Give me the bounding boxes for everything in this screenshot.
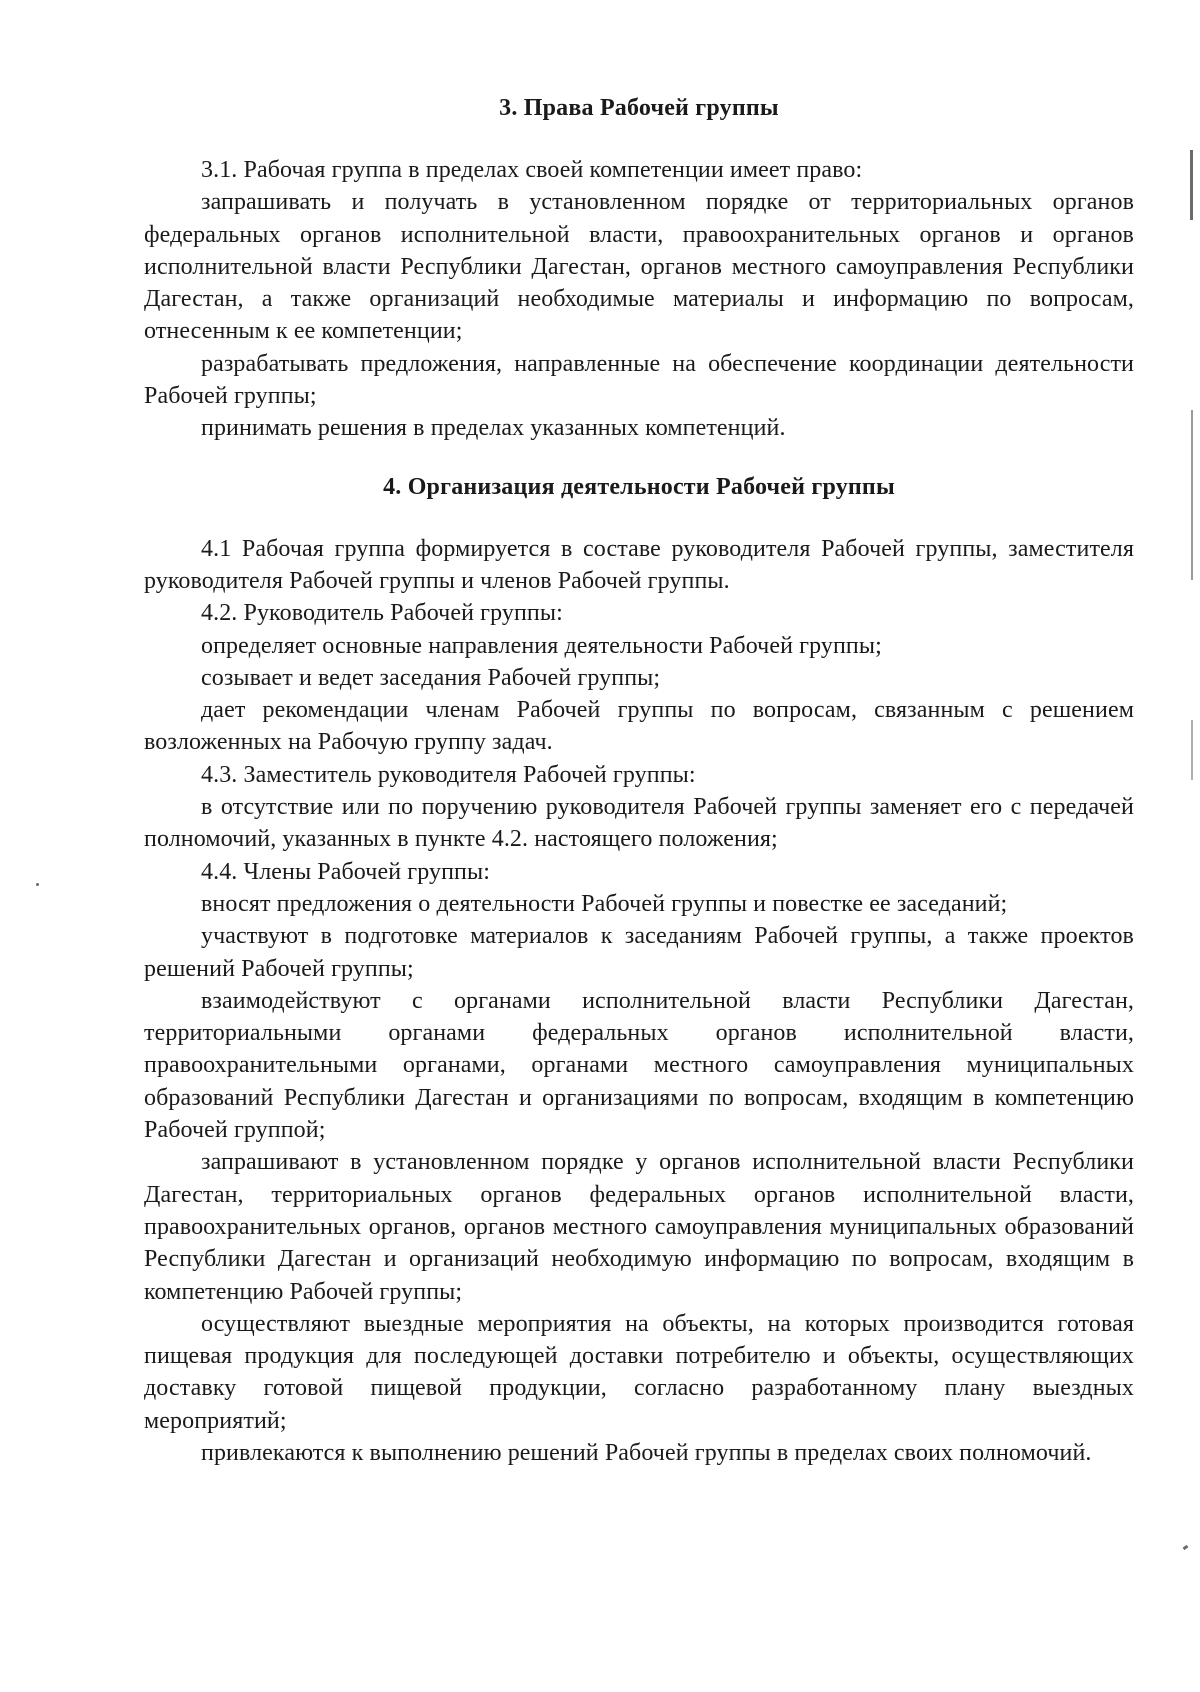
section-4-paragraph: дает рекомендации членам Рабочей группы по вопросам, связанным с решением возложенных на Рабочую группу задач. — [144, 697, 1134, 756]
section-4-paragraph: созывает и ведет заседания Рабочей группы; — [201, 664, 661, 691]
section-4-paragraph: участвуют в подготовке материалов к заседаниям Рабочей группы, а также проектов решений Рабочей группы; — [144, 923, 1134, 982]
scan-edge-mark — [1191, 720, 1193, 780]
section-4-paragraph: взаимодействуют с органами исполнительной власти Республики Дагестан, территориальными органами федеральных органов исполнительной власти, правоохранительными органами, органами местного самоуправления муниципальных образований Республики Дагестан и организациями по вопросам, входящим в компетенцию Рабочей группой; — [144, 987, 1134, 1144]
section-4-paragraph: 4.3. Заместитель руководителя Рабочей группы: — [201, 761, 696, 788]
section-4-paragraph: привлекаются к выполнению решений Рабочей группы в пределах своих полномочий. — [201, 1439, 1092, 1466]
section-3-paragraph: разрабатывать предложения, направленные на обеспечение координации деятельности Рабочей группы; — [144, 350, 1134, 410]
document-body — [144, 92, 1134, 1469]
section-3-heading: 3. Права Рабочей группы — [499, 95, 779, 121]
section-3-paragraph: 3.1. Рабочая группа в пределах своей компетенции имеет право: — [201, 157, 863, 183]
section-4-paragraph: вносят предложения о деятельности Рабочей группы и повестке ее заседаний; — [201, 890, 1008, 917]
section-3-paragraph: принимать решения в пределах указанных компетенций. — [201, 415, 786, 442]
scan-edge-mark — [1190, 150, 1193, 220]
section-3-paragraph: запрашивать и получать в установленном порядке от территориальных органов федеральных органов исполнительной власти, правоохранительных органов и органов исполнительной власти Республики Дагестан, органов местного самоуправления Республики Дагестан, а также организаций необходимые материалы и информацию по вопросам, отнесенным к ее компетенции; — [144, 189, 1134, 345]
scan-edge-mark — [1191, 410, 1193, 580]
section-4-heading: 4. Организация деятельности Рабочей группы — [383, 473, 895, 500]
section-4-paragraph: 4.2. Руководитель Рабочей группы: — [201, 600, 563, 627]
section-4-paragraph: определяет основные направления деятельности Рабочей группы; — [201, 632, 882, 659]
section-4-paragraph: осуществляют выездные мероприятия на объекты, на которых производится готовая пищевая продукция для последующей доставки потребителю и объекты, осуществляющих доставку готовой пищевой продукции, согласно разработанному плану выездных мероприятий; — [144, 1310, 1134, 1434]
section-4-paragraph: запрашивают в установленном порядке у органов исполнительной власти Республики Дагестан, территориальных органов федеральных органов исполнительной власти, правоохранительных органов, органов местного самоуправления муниципальных образований Республики Дагестан и организаций необходимую информацию по вопросам, входящим в компетенцию Рабочей группы; — [144, 1149, 1134, 1305]
section-4-paragraph: в отсутствие или по поручению руководителя Рабочей группы заменяет его с передачей полномочий, указанных в пункте 4.2. настоящего положения; — [144, 794, 1134, 853]
section-4-paragraph: 4.1 Рабочая группа формируется в составе руководителя Рабочей группы, заместителя руководителя Рабочей группы и членов Рабочей группы. — [144, 535, 1134, 594]
section-4-paragraph: 4.4. Члены Рабочей группы: — [201, 858, 490, 885]
scan-speck — [1183, 1545, 1189, 1550]
scan-speck — [36, 883, 39, 886]
